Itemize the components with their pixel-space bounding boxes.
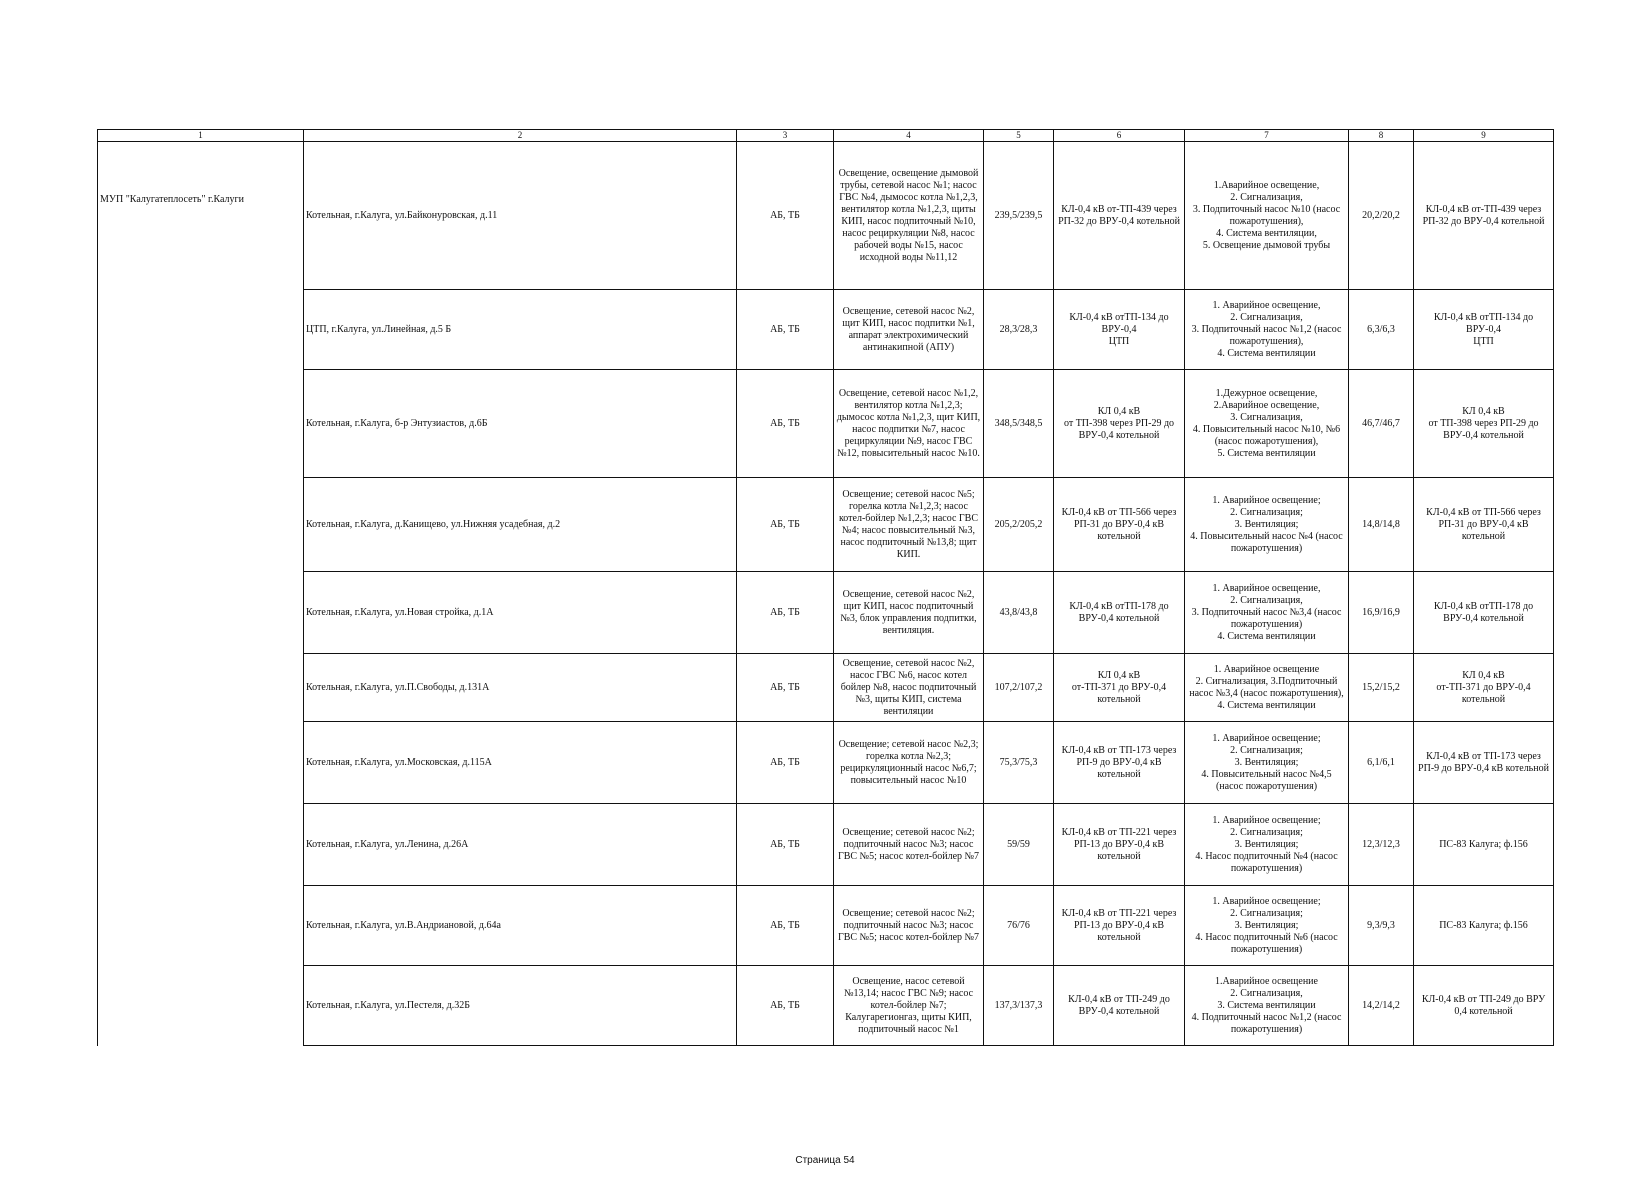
power-cell: 76/76 [984, 886, 1054, 966]
supply-cell: КЛ 0,4 кВ от ТП-398 через РП-29 до ВРУ-0,4 котельной [1054, 370, 1185, 478]
table-row [98, 804, 1554, 886]
category-cell: АБ, ТБ [737, 572, 834, 654]
category-cell: АБ, ТБ [737, 290, 834, 370]
power-cell: 239,5/239,5 [984, 142, 1054, 290]
armor-cell: 14,2/14,2 [1349, 966, 1414, 1046]
emergency-cell: 1. Аварийное освещение; 2. Сигнализация; 3. Вентиляция; 4. Насос подпиточный №4 (насос пожаротушения) [1185, 804, 1349, 886]
consumers-cell: Освещение; сетевой насос №2,3; горелка котла №2,3; рециркуляционный насос №6,7; повысительный насос №10 [834, 722, 984, 804]
category-cell: АБ, ТБ [737, 478, 834, 572]
consumers-cell: Освещение; сетевой насос №2; подпиточный насос №3; насос ГВС №5; насос котел-бойлер №7 [834, 886, 984, 966]
table-row [98, 654, 1554, 722]
emergency-cell: 1. Аварийное освещение, 2. Сигнализация, 3. Подпиточный насос №3,4 (насос пожаротушения) 4. Система вентиляции [1185, 572, 1349, 654]
organization-cell: МУП "Калугатеплосеть" г.Калуги [98, 142, 304, 1046]
object-cell: Котельная, г.Калуга, ул.В.Андриановой, д.64а [304, 886, 737, 966]
emergency-cell: 1.Аварийное освещение, 2. Сигнализация, 3. Подпиточный насос №10 (насос пожаротушения), 4. Система вентиляции, 5. Освещение дымовой трубы [1185, 142, 1349, 290]
armor-supply-cell: КЛ 0,4 кВ от-ТП-371 до ВРУ-0,4 котельной [1414, 654, 1554, 722]
header-cell: 5 [984, 130, 1054, 142]
consumers-cell: Освещение, насос сетевой №13,14; насос ГВС №9; насос котел-бойлер №7; Калугарегионгаз, щиты КИП, подпиточный насос №1 [834, 966, 984, 1046]
object-cell: Котельная, г.Калуга, ул.Ленина, д.26А [304, 804, 737, 886]
power-cell: 107,2/107,2 [984, 654, 1054, 722]
armor-supply-cell: КЛ-0,4 кВ от ТП-566 через РП-31 до ВРУ-0,4 кВ котельной [1414, 478, 1554, 572]
armor-supply-cell: КЛ 0,4 кВ от ТП-398 через РП-29 до ВРУ-0,4 котельной [1414, 370, 1554, 478]
power-cell: 43,8/43,8 [984, 572, 1054, 654]
emergency-cell: 1.Дежурное освещение, 2.Аварийное освещение, 3. Сигнализация, 4. Повысительный насос №10, №6 (насос пожаротушения), 5. Система вентиляции [1185, 370, 1349, 478]
header-cell: 8 [1349, 130, 1414, 142]
armor-supply-cell: КЛ-0,4 кВ от-ТП-439 через РП-32 до ВРУ-0,4 котельной [1414, 142, 1554, 290]
armor-cell: 6,3/6,3 [1349, 290, 1414, 370]
emergency-cell: 1. Аварийное освещение, 2. Сигнализация, 3. Подпиточный насос №1,2 (насос пожаротушения), 4. Система вентиляции [1185, 290, 1349, 370]
header-cell: 3 [737, 130, 834, 142]
table-row [98, 886, 1554, 966]
armor-supply-cell: ПС-83 Калуга; ф.156 [1414, 886, 1554, 966]
category-cell: АБ, ТБ [737, 886, 834, 966]
header-cell: 7 [1185, 130, 1349, 142]
object-cell: Котельная, г.Калуга, ул.Новая стройка, д.1А [304, 572, 737, 654]
consumers-cell: Освещение, сетевой насос №2, насос ГВС №6, насос котел бойлер №8, насос подпиточный №3, щиты КИП, система вентиляции [834, 654, 984, 722]
armor-cell: 14,8/14,8 [1349, 478, 1414, 572]
consumers-cell: Освещение, освещение дымовой трубы, сетевой насос №1; насос ГВС №4, дымосос котла №1,2,3, вентилятор котла №1,2,3, щиты КИП, насос подпиточный №10, насос рециркуляции №8, насос рабочей воды №15, насос исходной воды №11,12 [834, 142, 984, 290]
supply-cell: КЛ-0,4 кВ от ТП-566 через РП-31 до ВРУ-0,4 кВ котельной [1054, 478, 1185, 572]
object-cell: Котельная, г.Калуга, ул.Московская, д.115А [304, 722, 737, 804]
object-cell: Котельная, г.Калуга, б-р Энтузиастов, д.6Б [304, 370, 737, 478]
table-row [98, 478, 1554, 572]
supply-cell: КЛ-0,4 кВ от-ТП-439 через РП-32 до ВРУ-0,4 котельной [1054, 142, 1185, 290]
category-cell: АБ, ТБ [737, 722, 834, 804]
power-cell: 137,3/137,3 [984, 966, 1054, 1046]
consumers-cell: Освещение; сетевой насос №5; горелка котла №1,2,3; насос котел-бойлер №1,2,3; насос ГВС №4; насос повысительный №3, насос подпиточный №13,8; щит КИП. [834, 478, 984, 572]
supply-cell: КЛ-0,4 кВ отТП-178 до ВРУ-0,4 котельной [1054, 572, 1185, 654]
supply-cell: КЛ 0,4 кВ от-ТП-371 до ВРУ-0,4 котельной [1054, 654, 1185, 722]
table-row [98, 722, 1554, 804]
power-cell: 205,2/205,2 [984, 478, 1054, 572]
consumers-cell: Освещение, сетевой насос №1,2, вентилятор котла №1,2,3; дымосос котла №1,2,3, щит КИП, насос подпитки №7, насос рециркуляции №9, насос ГВС №12, повысительный насос №10. [834, 370, 984, 478]
supply-cell: КЛ-0,4 кВ от ТП-221 через РП-13 до ВРУ-0,4 кВ котельной [1054, 804, 1185, 886]
header-cell: 6 [1054, 130, 1185, 142]
emergency-cell: 1. Аварийное освещение; 2. Сигнализация; 3. Вентиляция; 4. Насос подпиточный №6 (насос пожаротушения) [1185, 886, 1349, 966]
consumers-cell: Освещение, сетевой насос №2, щит КИП, насос подпиточный №3, блок управления подпитки, вентиляция. [834, 572, 984, 654]
object-cell: ЦТП, г.Калуга, ул.Линейная, д.5 Б [304, 290, 737, 370]
page-footer: Страница 54 [795, 1155, 855, 1166]
table-row [98, 142, 1554, 290]
category-cell: АБ, ТБ [737, 370, 834, 478]
table-body [98, 142, 1554, 1046]
header-cell: 4 [834, 130, 984, 142]
consumers-cell: Освещение, сетевой насос №2, щит КИП, насос подпитки №1, аппарат электрохимический антинакипной (АПУ) [834, 290, 984, 370]
table-row [98, 572, 1554, 654]
category-cell: АБ, ТБ [737, 804, 834, 886]
object-cell: Котельная, г.Калуга, ул.Пестеля, д.32Б [304, 966, 737, 1046]
supply-cell: КЛ-0,4 кВ отТП-134 до ВРУ-0,4 ЦТП [1054, 290, 1185, 370]
armor-cell: 46,7/46,7 [1349, 370, 1414, 478]
category-cell: АБ, ТБ [737, 142, 834, 290]
supply-cell: КЛ-0,4 кВ от ТП-249 до ВРУ-0,4 котельной [1054, 966, 1185, 1046]
armor-cell: 12,3/12,3 [1349, 804, 1414, 886]
object-cell: Котельная, г.Калуга, д.Канищево, ул.Нижняя усадебная, д.2 [304, 478, 737, 572]
power-cell: 59/59 [984, 804, 1054, 886]
object-cell: Котельная, г.Калуга, ул.П.Свободы, д.131А [304, 654, 737, 722]
emergency-cell: 1.Аварийное освещение 2. Сигнализация, 3. Система вентиляции 4. Подпиточный насос №1,2 (насос пожаротушения) [1185, 966, 1349, 1046]
header-cell: 9 [1414, 130, 1554, 142]
armor-supply-cell: КЛ-0,4 кВ от ТП-173 через РП-9 до ВРУ-0,4 кВ котельной [1414, 722, 1554, 804]
armor-supply-cell: КЛ-0,4 кВ отТП-178 до ВРУ-0,4 котельной [1414, 572, 1554, 654]
power-cell: 348,5/348,5 [984, 370, 1054, 478]
armor-cell: 9,3/9,3 [1349, 886, 1414, 966]
emergency-cell: 1. Аварийное освещение; 2. Сигнализация; 3. Вентиляция; 4. Повысительный насос №4,5 (насос пожаротушения) [1185, 722, 1349, 804]
armor-cell: 20,2/20,2 [1349, 142, 1414, 290]
header-cell: 1 [98, 130, 304, 142]
category-cell: АБ, ТБ [737, 966, 834, 1046]
supply-cell: КЛ-0,4 кВ от ТП-221 через РП-13 до ВРУ-0,4 кВ котельной [1054, 886, 1185, 966]
table-row [98, 966, 1554, 1046]
armor-supply-cell: КЛ-0,4 кВ отТП-134 до ВРУ-0,4 ЦТП [1414, 290, 1554, 370]
armor-cell: 6,1/6,1 [1349, 722, 1414, 804]
armor-supply-cell: ПС-83 Калуга; ф.156 [1414, 804, 1554, 886]
header-cell: 2 [304, 130, 737, 142]
table-row [98, 370, 1554, 478]
power-cell: 28,3/28,3 [984, 290, 1054, 370]
table-row [98, 290, 1554, 370]
power-cell: 75,3/75,3 [984, 722, 1054, 804]
header-row [98, 130, 1554, 142]
supply-cell: КЛ-0,4 кВ от ТП-173 через РП-9 до ВРУ-0,4 кВ котельной [1054, 722, 1185, 804]
object-cell: Котельная, г.Калуга, ул.Байконуровская, д.11 [304, 142, 737, 290]
emergency-cell: 1. Аварийное освещение; 2. Сигнализация; 3. Вентиляция; 4. Повысительный насос №4 (насос пожаротушения) [1185, 478, 1349, 572]
armor-cell: 15,2/15,2 [1349, 654, 1414, 722]
consumers-cell: Освещение; сетевой насос №2; подпиточный насос №3; насос ГВС №5; насос котел-бойлер №7 [834, 804, 984, 886]
emergency-cell: 1. Аварийное освещение 2. Сигнализация, 3.Подпиточный насос №3,4 (насос пожаротушения), 4. Система вентиляции [1185, 654, 1349, 722]
category-cell: АБ, ТБ [737, 654, 834, 722]
document-table [97, 129, 1554, 1046]
armor-supply-cell: КЛ-0,4 кВ от ТП-249 до ВРУ 0,4 котельной [1414, 966, 1554, 1046]
armor-cell: 16,9/16,9 [1349, 572, 1414, 654]
